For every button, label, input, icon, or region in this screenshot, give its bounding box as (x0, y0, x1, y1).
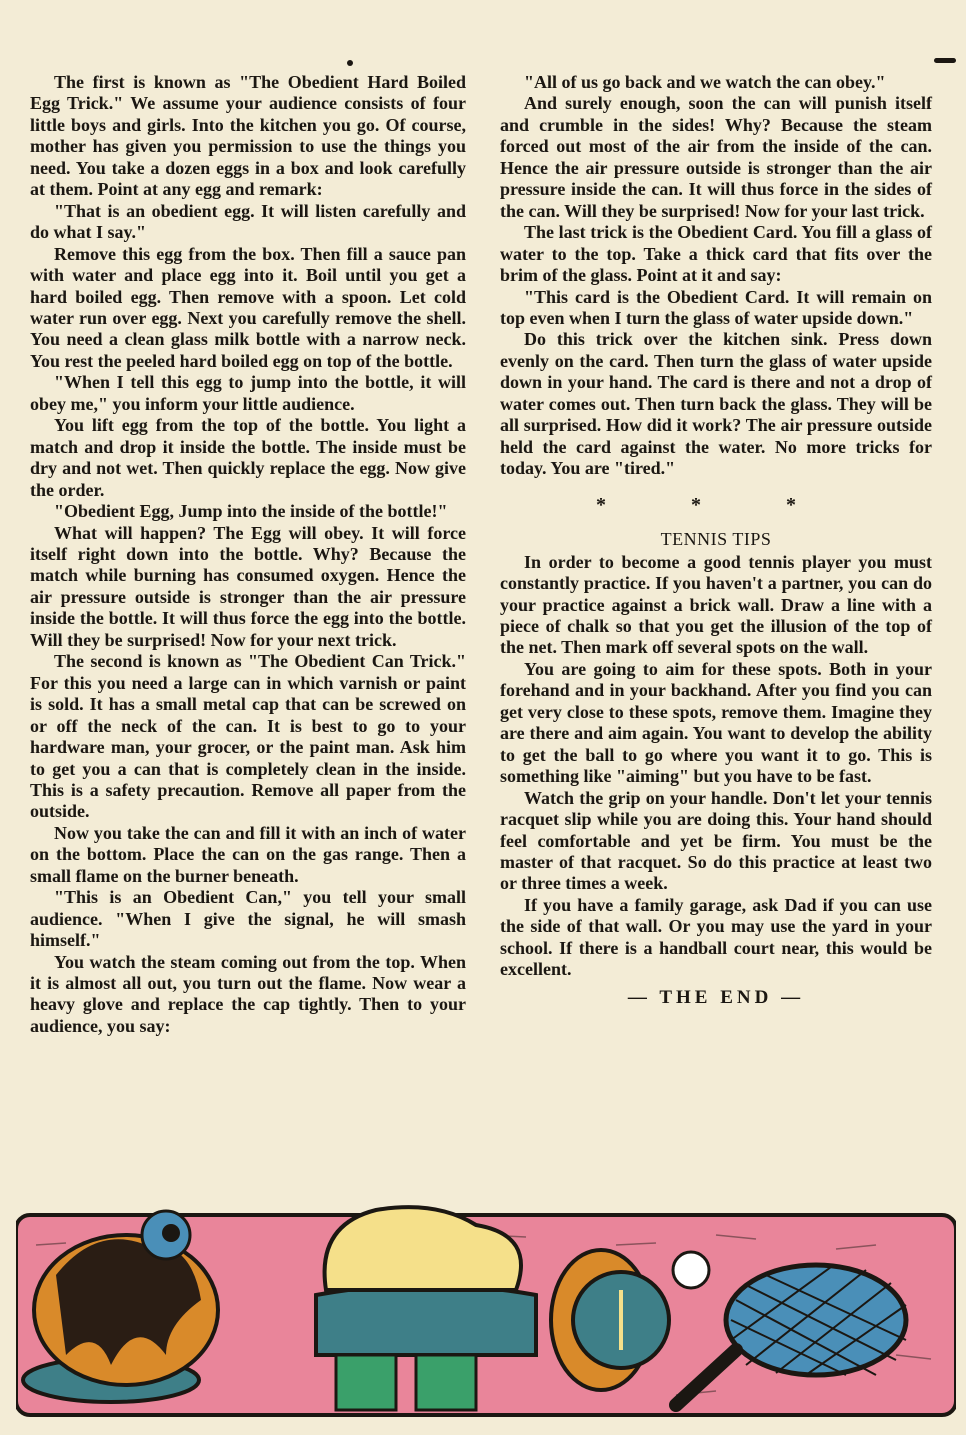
paragraph: Remove this egg from the box. Then fill a sauce pan with water and place egg into it. Boil until you get a hard boiled egg. Then remove with a spoon. Let cold water run over egg. Next you carefully remove the shell. You need a clean glass milk bottle with a narrow neck. You rest the peeled hard boiled egg on top of the bottle. (30, 243, 466, 371)
ink-dash-decoration (934, 58, 956, 63)
paragraph: And surely enough, soon the can will punish itself and crumble in the sides! Why? Because the steam forced out most of the air from the inside of the can. Hence the air pressure outside is stronger than the air pressure inside the can. It will thus force in the sides of the can. Will they be surprised! Now for your last trick. (500, 93, 932, 221)
paragraph: "Obedient Egg, Jump into the inside of the bottle!" (54, 501, 448, 522)
paragraph: In order to become a good tennis player you must constantly practice. If you haven't a partner, you can do your practice against a brick wall. Draw a line with a piece of chalk so that you get the illusion of the top of the net. Then mark off several spots on the wall. (500, 551, 932, 658)
the-end-label: — THE END — (627, 986, 805, 1008)
paragraph: You lift egg from the top of the bottle. You light a match and drop it inside the bottle. The inside must be dry and not wet. Then quickly replace the egg. Now give the order. (30, 415, 466, 500)
tennis-ball-icon (673, 1252, 709, 1288)
paragraph: The first is known as "The Obedient Hard Boiled Egg Trick." We assume your audience consists of four little boys and girls. Into the kitchen you go. Of course, mother has given you permission to use the things you need. You take a dozen eggs in a box and look carefully at them. Point at any egg and remark: (30, 72, 466, 200)
illustration-banner (16, 1205, 956, 1421)
paragraph: You watch the steam coming out from the top. When it is almost all out, you turn out the flame. Now wear a heavy glove and replace the cap tightly. Then to your audience, you say: (30, 951, 466, 1036)
right-column (500, 72, 932, 1009)
paragraph: Do this trick over the kitchen sink. Press down evenly on the card. Then turn the glass of water upside down in your hand. The card is there and not a drop of water comes out. Then turn back the glass. They will be all surprised. How did it work? The air pressure outside held the card against the water. No more tricks for today. You are "tired." (500, 329, 932, 479)
paragraph: If you have a family garage, ask Dad if you can use the side of that wall. Or you may use the yard in your school. If there is a handball court near, this would be excellent. (500, 894, 932, 980)
paragraph: "All of us go back and we watch the can obey." (524, 72, 886, 92)
paragraph: "That is an obedient egg. It will listen carefully and do what I say." (30, 200, 466, 243)
paragraph: Watch the grip on your handle. Don't let your tennis racquet slip while you are doing this. Your hand should feel comfortable and yet be firm. You must be the master of that racquet. So do this practice at least two or three times a week. (500, 787, 932, 894)
section-title: TENNIS TIPS (660, 528, 772, 549)
paragraph: "This card is the Obedient Card. It will remain on top even when I turn the glass of water upside down." (500, 286, 932, 328)
paragraph: The last trick is the Obedient Card. You fill a glass of water to the top. Take a thick card that fits over the brim of the glass. Point at it and say: (500, 222, 932, 286)
paragraph: What will happen? The Egg will obey. It will force itself right down into the bottle. Why? Because the match while burning has consumed oxygen. Hence the air pressure outside is stronger than the air pressure inside the bottle. It will thus force the egg into the bottle. Will they be surprised! Now for your next trick. (30, 522, 466, 650)
section-separator: * * * (596, 493, 836, 516)
ink-dot-decoration (347, 60, 353, 66)
paragraph: "This is an Obedient Can," you tell your small audience. "When I give the signal, he will smash himself." (30, 887, 466, 951)
egg-icon (142, 1211, 190, 1259)
left-column (30, 72, 466, 1037)
paragraph: The second is known as "The Obedient Can Trick." For this you need a large can in which varnish or paint is sold. It has a small metal cap that can be screwed on or off the neck of the can. It is best to go to your hardware man, your grocer, or the paint man. Ask him to get you a can that is completely clean in the inside. This is a safety precaution. Remove all paper from the outside. (30, 651, 466, 822)
paragraph: Now you take the can and fill it with an inch of water on the bottom. Place the can on the gas range. Then a small flame on the burner beneath. (30, 822, 466, 886)
paragraph: You are going to aim for these spots. Both in your forehand and in your backhand. After you find you can get very close to these spots, remove them. Imagine they are there and aim again. You want to develop the ability to get the ball to go where you want it to go. This is something like "aiming" but you have to be fast. (500, 658, 932, 787)
paragraph: "When I tell this egg to jump into the bottle, it will obey me," you inform your little audience. (30, 372, 466, 414)
